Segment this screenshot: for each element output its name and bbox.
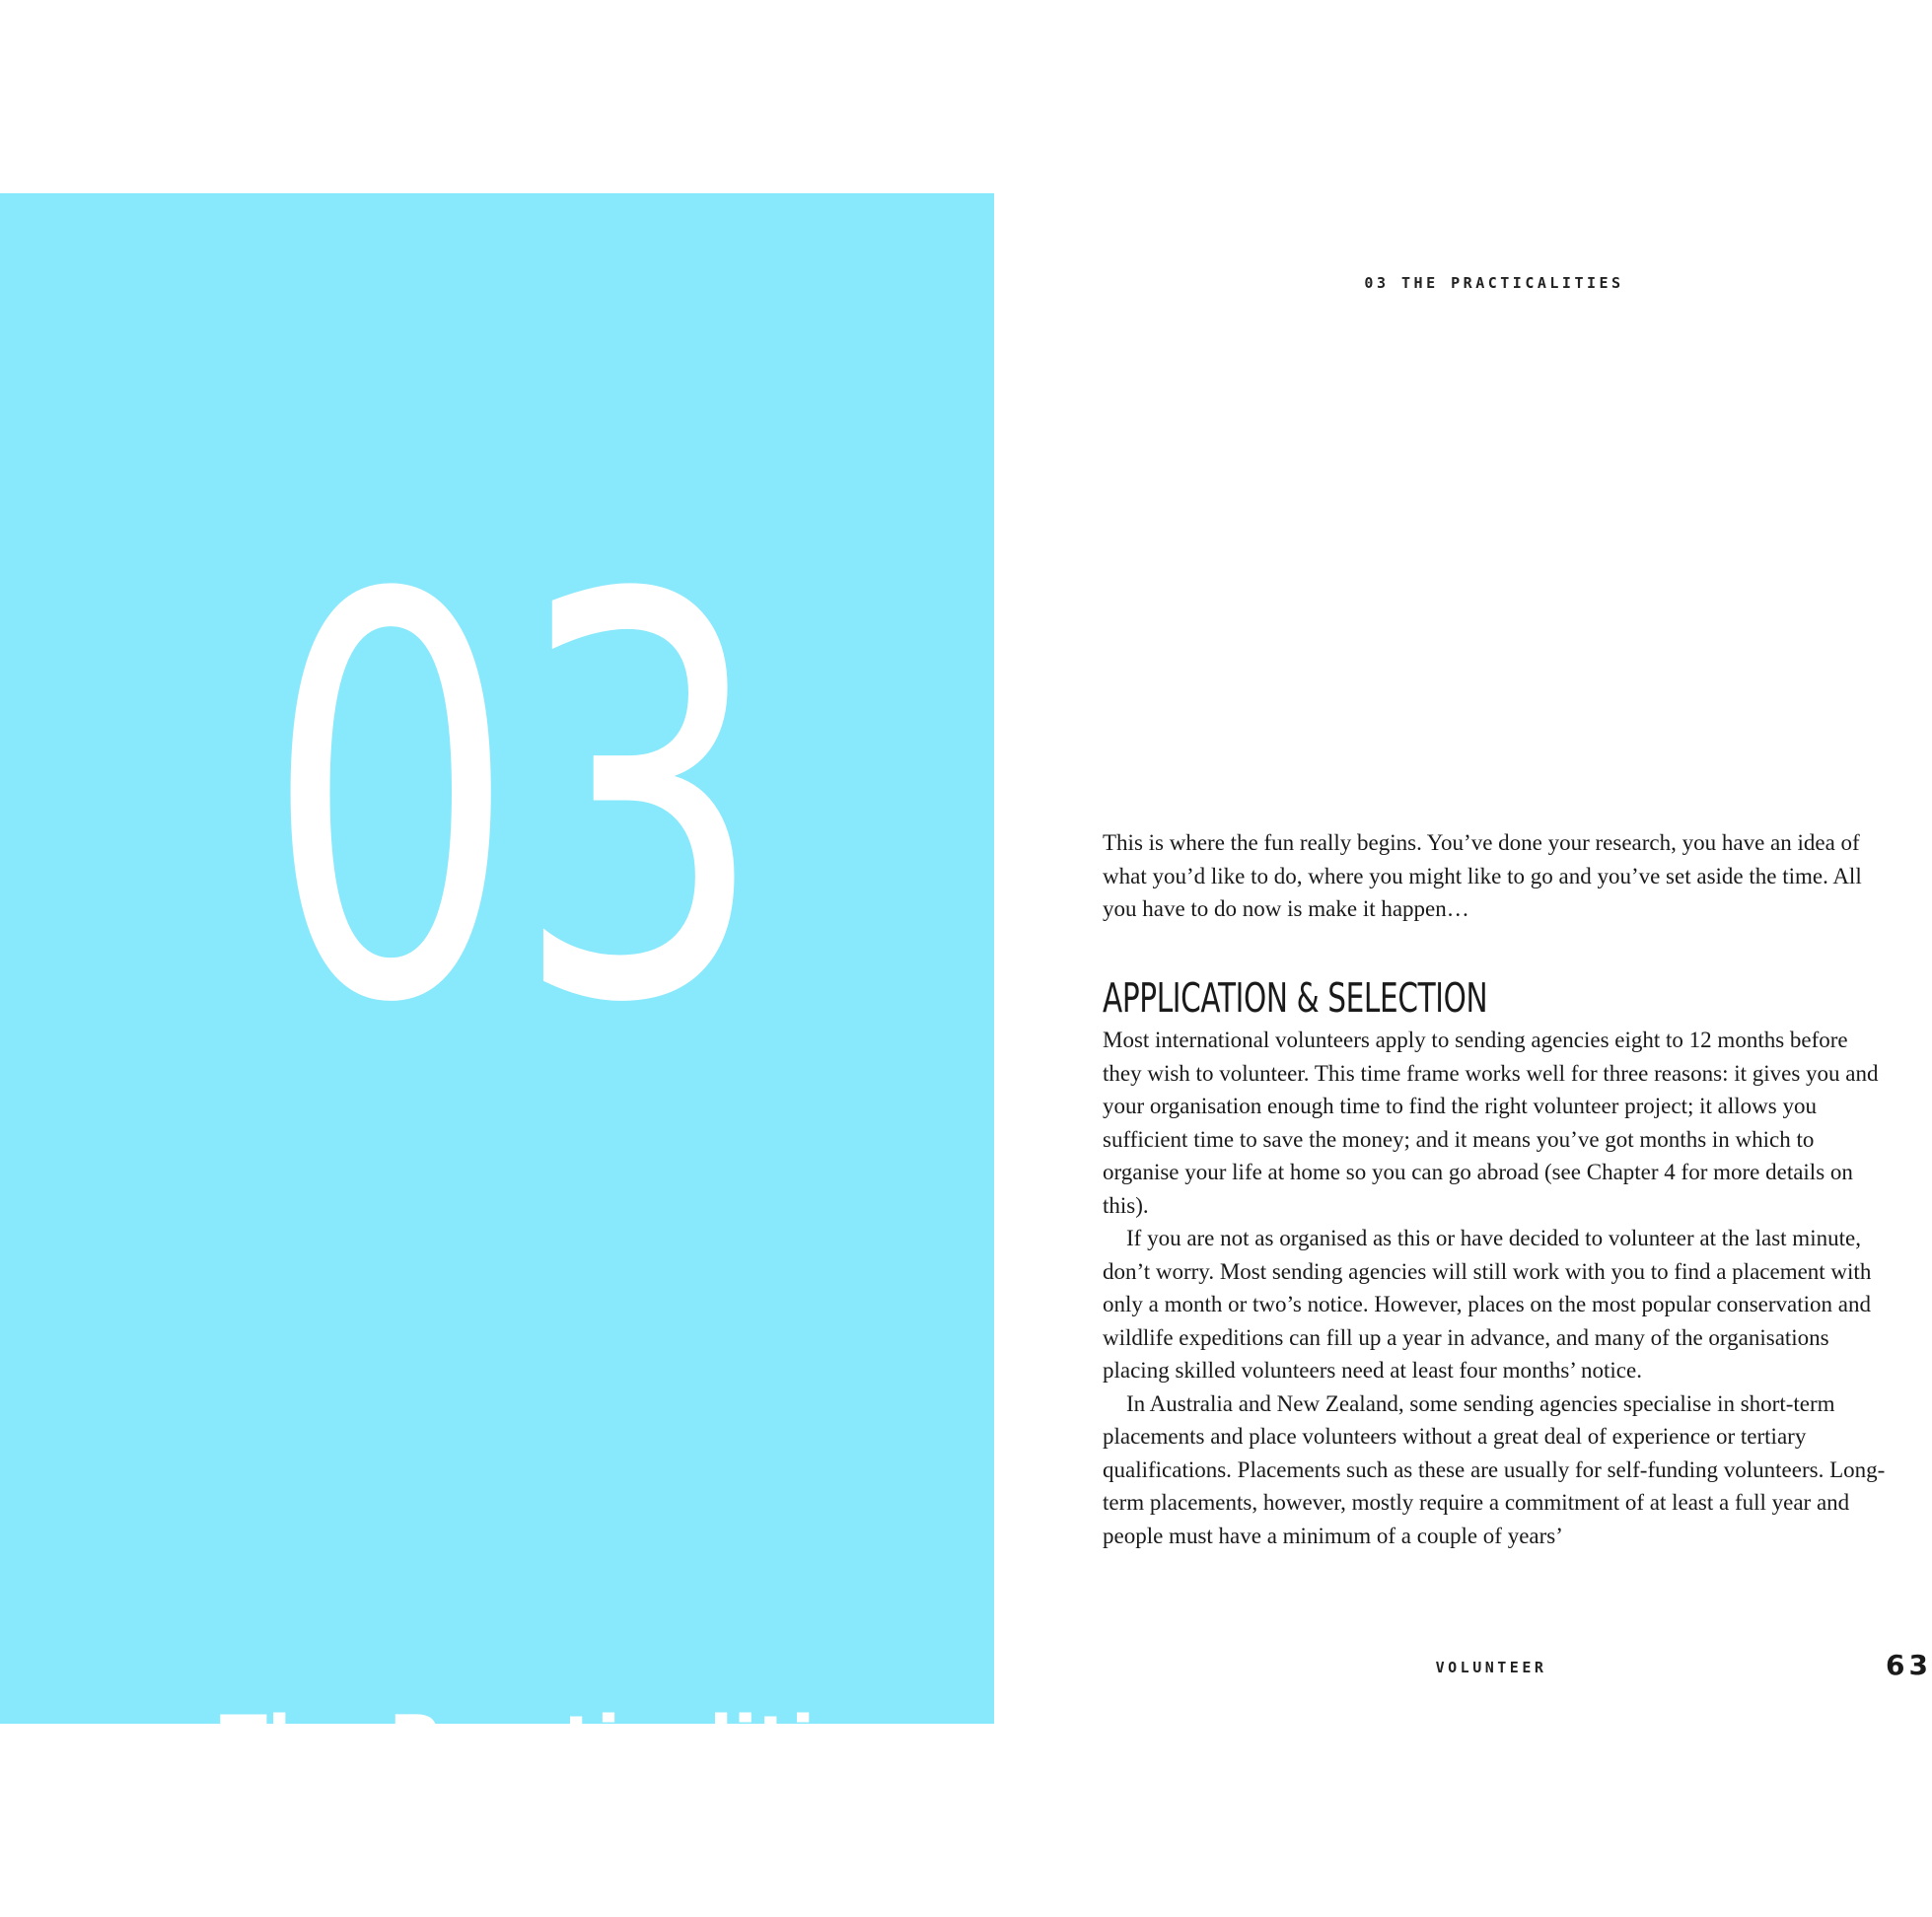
chapter-title: The Practicalities: [220, 1701, 904, 1782]
chapter-number: 03: [264, 481, 762, 1124]
page-number: 63: [1886, 1649, 1932, 1681]
body-paragraph: Most international volunteers apply to sending agencies eight to 12 months before they wish to volunteer. This time frame works well for three reasons: it gives you and your organisation enough time to find the right volunteer project; it allows you sufficient time to save the money; and it means you’ve got months in which to organise your life at home so you can go abroad (see Chapter 4 for more details on this).: [1103, 1028, 1879, 1218]
body-paragraph: In Australia and New Zealand, some sending agencies specialise in short-term placements and place volunteers without a great deal of experience or tertiary qualifications. Placements such as these are usually for self-funding volunteers. Long-term placements, however, mostly require a commitment of at least a full year and people must have a minimum of a couple of years’: [1103, 1390, 1886, 1548]
running-footer: VOLUNTEER: [1435, 1659, 1547, 1676]
chapter-opener-panel: [0, 193, 994, 1782]
body-paragraph: If you are not as organised as this or have decided to volunteer at the last minute, don’t worry. Most sending agencies will still work with you to find a placement with only a month or two’s notice. However, places on the most popular conservation and wildlife expeditions can fill up a year in advance, and many of the organisations placing skilled volunteers need at least four months’ notice.: [1103, 1226, 1872, 1383]
running-header: 03 THE PRACTICALITIES: [1364, 274, 1624, 292]
section-heading: APPLICATION & SELECTION: [1103, 974, 1488, 1022]
article-body: [1103, 1024, 1890, 1552]
intro-paragraph: This is where the fun really begins. You’ve done your research, you have an idea of what you’d like to do, where you might like to go and you’ve set aside the time. All you have to do now is make it happen…: [1103, 830, 1862, 921]
